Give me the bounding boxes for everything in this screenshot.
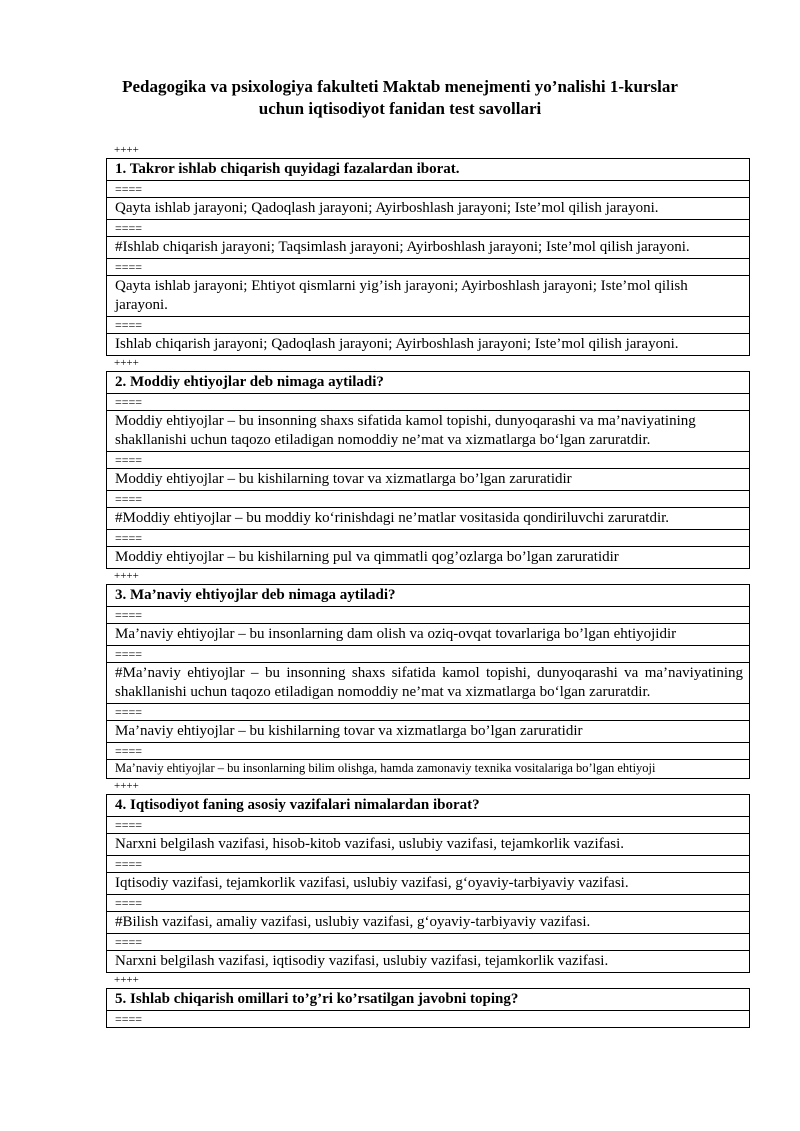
answer-option: Narxni belgilash vazifasi, iqtisodiy vazifasi, uslubiy vazifasi, tejamkorlik vazifasi. xyxy=(107,950,750,972)
answer-separator: ==== xyxy=(107,607,750,624)
answer-option: Narxni belgilash vazifasi, hisob-kitob vazifasi, uslubiy vazifasi, tejamkorlik vazifasi. xyxy=(107,833,750,855)
answer-separator: ==== xyxy=(107,704,750,721)
question-separator: ++++ xyxy=(114,973,139,986)
answer-option: #Ishlab chiqarish jarayoni; Taqsimlash jarayoni; Ayirboshlash jarayoni; Iste’mol qilish jarayoni. xyxy=(107,237,750,259)
answer-option: Qayta ishlab jarayoni; Ehtiyot qismlarni yig’ish jarayoni; Ayirboshlash jarayoni; Iste’mol qilish jarayoni. xyxy=(107,276,750,317)
question-text: 4. Iqtisodiyot faning asosiy vazifalari nimalardan iborat? xyxy=(107,794,750,816)
answer-separator: ==== xyxy=(107,317,750,334)
answer-separator: ==== xyxy=(107,181,750,198)
question-separator: ++++ xyxy=(114,357,139,369)
answer-option: Ma’naviy ehtiyojlar – bu insonlarning dam olish va oziq-ovqat tovarlariga bo’lgan ehtiyojidir xyxy=(107,624,750,646)
answer-separator: ==== xyxy=(107,816,750,833)
answer-separator: ==== xyxy=(107,259,750,276)
question-block-2 xyxy=(106,371,750,569)
answer-separator: ==== xyxy=(107,933,750,950)
answer-option: Ishlab chiqarish jarayoni; Qadoqlash jarayoni; Ayirboshlash jarayoni; Iste’mol qilish jarayoni. xyxy=(107,334,750,356)
answer-separator: ==== xyxy=(107,743,750,760)
answer-option: #Moddiy ehtiyojlar – bu moddiy ko‘rinishdagi ne’matlar vositasida qondiriluvchi zaruratdir. xyxy=(107,508,750,530)
title-line-2: uchun iqtisodiyot fanidan test savollari xyxy=(258,99,542,118)
questions-list xyxy=(106,143,750,1028)
question-text: 3. Ma’naviy ehtiyojlar deb nimaga aytiladi? xyxy=(107,585,750,607)
answer-option: Ma’naviy ehtiyojlar – bu insonlarning bilim olishga, hamda zamonaviy texnika vositalariga bo’lgan ehtiyoji xyxy=(107,760,750,779)
title-line-1: Pedagogika va psixologiya fakulteti Maktab menejmenti yo’nalishi 1-kurslar xyxy=(122,77,678,96)
answer-separator: ==== xyxy=(107,530,750,547)
question-block-3 xyxy=(106,584,750,779)
answer-separator: ==== xyxy=(107,394,750,411)
answer-separator: ==== xyxy=(107,855,750,872)
answer-option: Moddiy ehtiyojlar – bu kishilarning pul va qimmatli qog’ozlarga bo’lgan zaruratidir xyxy=(107,547,750,569)
question-block-1 xyxy=(106,158,750,356)
question-text: 5. Ishlab chiqarish omillari to’g’ri ko’rsatilgan javobni toping? xyxy=(107,988,750,1010)
answer-separator: ==== xyxy=(107,646,750,663)
answer-option: Iqtisodiy vazifasi, tejamkorlik vazifasi, uslubiy vazifasi, g‘oyaviy-tarbiyaviy vazifasi. xyxy=(107,872,750,894)
document-title xyxy=(60,76,740,120)
answer-option: #Bilish vazifasi, amaliy vazifasi, uslubiy vazifasi, g‘oyaviy-tarbiyaviy vazifasi. xyxy=(107,911,750,933)
answer-option: Moddiy ehtiyojlar – bu insonning shaxs sifatida kamol topishi, dunyoqarashi va ma’naviyatining shakllanishi uchun taqozo etiladigan nomoddiy ne’mat va xizmatlarga bo‘lgan zaruratdir. xyxy=(107,411,750,452)
answer-separator: ==== xyxy=(107,452,750,469)
answer-separator: ==== xyxy=(107,1010,750,1027)
answer-option: Qayta ishlab jarayoni; Qadoqlash jarayoni; Ayirboshlash jarayoni; Iste’mol qilish jarayoni. xyxy=(107,198,750,220)
answer-separator: ==== xyxy=(107,491,750,508)
question-text: 1. Takror ishlab chiqarish quyidagi fazalardan iborat. xyxy=(107,159,750,181)
answer-separator: ==== xyxy=(107,220,750,237)
answer-option: #Ma’naviy ehtiyojlar – bu insonning shaxs sifatida kamol topishi, dunyoqarashi va ma’naviyatining shakllanishi uchun taqozo etiladigan nomoddiy ne’mat va xizmatlarga bo‘lgan zaruratdir. xyxy=(107,663,750,704)
question-separator: ++++ xyxy=(114,144,139,156)
answer-option: Ma’naviy ehtiyojlar – bu kishilarning tovar va xizmatlarga bo’lgan zaruratidir xyxy=(107,721,750,743)
question-text: 2. Moddiy ehtiyojlar deb nimaga aytiladi? xyxy=(107,372,750,394)
question-separator: ++++ xyxy=(114,570,139,582)
answer-option: Moddiy ehtiyojlar – bu kishilarning tovar va xizmatlarga bo’lgan zaruratidir xyxy=(107,469,750,491)
question-block-4 xyxy=(106,794,750,973)
question-separator: ++++ xyxy=(114,779,139,792)
answer-separator: ==== xyxy=(107,894,750,911)
question-block-5 xyxy=(106,988,750,1028)
